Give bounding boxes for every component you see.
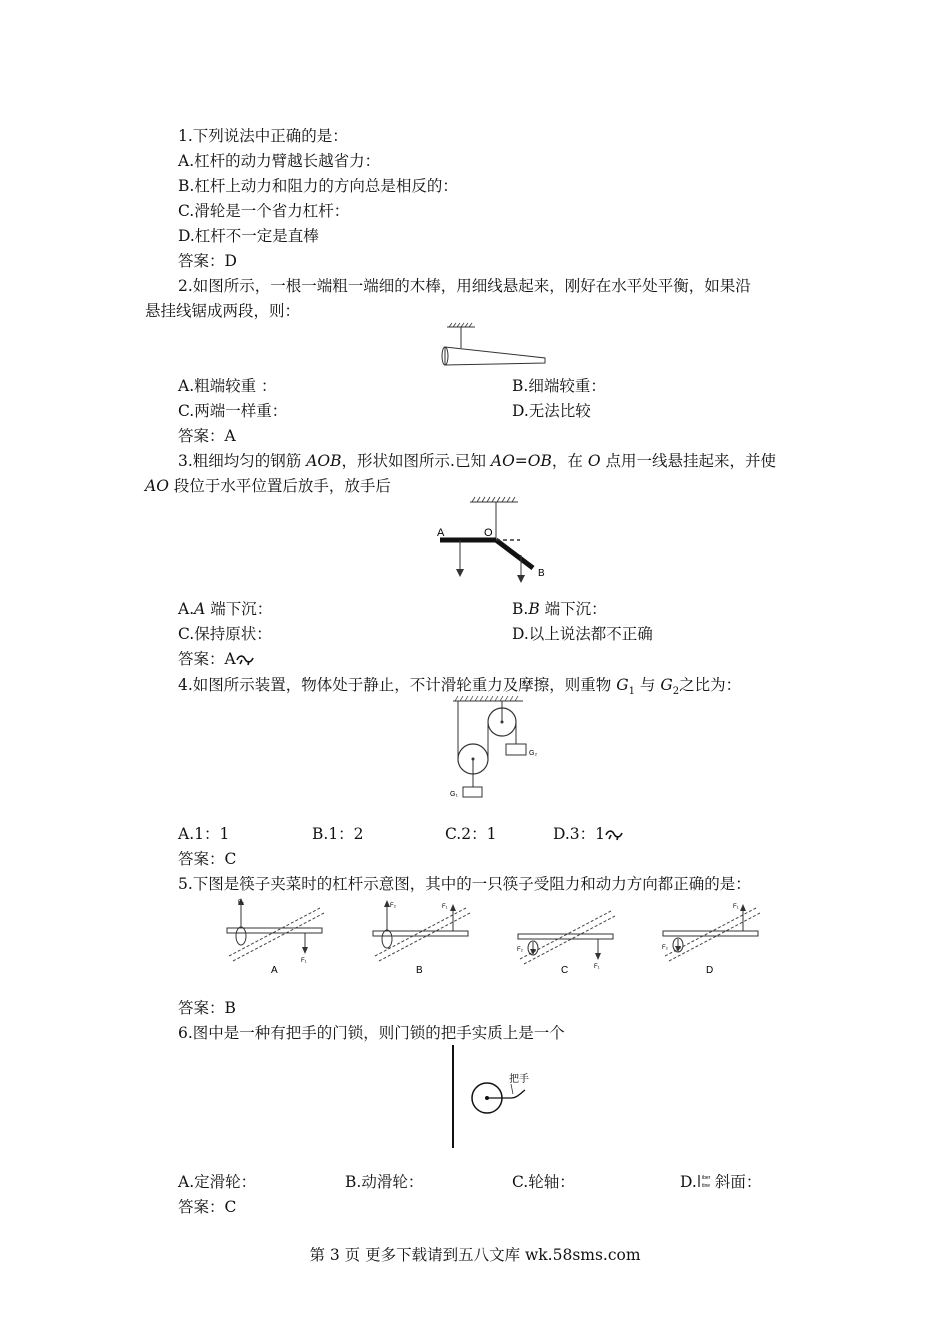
q5-b-arrowhead-f1 (450, 904, 456, 911)
q3-option-b (512, 598, 607, 620)
q6-stem: 6.图中是一种有把手的门锁，则门锁的把手实质上是一个 (178, 1024, 565, 1042)
q4-pulley-figure (445, 695, 545, 805)
q5-a-food (236, 927, 246, 945)
q5-diagram-a (222, 893, 332, 978)
q3-answer-text: 答案：A (178, 650, 236, 668)
q6-option-d-prefix: D. (680, 1173, 697, 1191)
q4-answer: 答案：C (178, 850, 237, 868)
q2-option-a: A.粗端较重 ： (178, 377, 277, 395)
q4-option-a: A.1：1 (178, 825, 230, 843)
q4-stem-text: 4.如图所示装置，物体处于静止，不计滑轮重力及摩擦，则重物 (178, 676, 617, 694)
q6-door-lock-figure (445, 1040, 545, 1152)
q3-option-a-var: A (194, 600, 206, 618)
q3-option-a-prefix: A. (178, 600, 195, 618)
q3-stem-text-1: 3.粗细均匀的钢筋 (178, 452, 307, 470)
q3-stem-line2 (145, 475, 391, 497)
q5-d-label-f2: F₂ (662, 945, 668, 951)
q1-option-a: A.杠杆的动力臂越长越省力： (178, 152, 381, 170)
glyph-mark-icon (236, 654, 254, 666)
q3-var-ao-ob: AO=OB (490, 452, 552, 470)
page-footer: 第 3 页 更多下载请到五八文库 wk.58sms.com (309, 1246, 641, 1264)
q6-label-leader (511, 1084, 513, 1094)
q5-diagram-b (368, 893, 478, 978)
q2-stem-line1: 2.如图所示，一根一端粗一端细的木棒，用细线悬起来，刚好在水平处平衡，如果沿 (178, 277, 751, 295)
q4-option-b: B.1：2 (312, 825, 364, 843)
q4-sub-2: 2 (672, 686, 680, 698)
q5-d-arrowhead-f1 (740, 904, 746, 911)
q2-option-b: B.细端较重： (512, 377, 606, 395)
q3-option-d: D.以上说法都不正确 (512, 625, 653, 643)
q5-b-caption: B (416, 965, 423, 976)
q1-stem: 1.下列说法中正确的是： (178, 127, 348, 145)
q2-stem-line2: 悬挂线锯成两段，则： (145, 302, 301, 320)
q3-option-b-var: B (528, 600, 540, 618)
q3-arrowhead-ob (517, 575, 525, 583)
q4-stem-with: 与 (634, 676, 661, 694)
q3-rod-ob (496, 540, 533, 568)
q5-a-label-f2: F₂ (238, 900, 244, 906)
q3-option-b-prefix: B. (512, 600, 529, 618)
glyph-mark-icon (697, 1173, 715, 1189)
q3-option-b-text: 端下沉： (539, 600, 607, 618)
q6-answer: 答案：C (178, 1198, 237, 1216)
q5-stem: 5.下图是筷子夹菜时的杠杆示意图，其中的一只筷子受阻力和动力方向都正确的是： (178, 875, 751, 893)
q4-var-g1: G (616, 676, 629, 694)
q5-a-label-f1: F₁ (301, 958, 307, 964)
q5-b-chopstick-lower (379, 913, 470, 961)
q3-label-a: A (437, 527, 445, 539)
q5-a-arrowhead-f1 (302, 947, 308, 954)
svg-text:tine: tine (701, 1183, 710, 1189)
q1-option-d: D.杠杆不一定是直棒 (178, 227, 319, 245)
q2-option-c: C.两端一样重： (178, 402, 288, 420)
q3-rod-figure (430, 495, 560, 585)
q6-handle (487, 1090, 525, 1098)
q2-stick (445, 347, 545, 365)
q3-stem-text-2: ，形状如图所示.已知 (341, 452, 491, 470)
q5-diagram-c (513, 893, 623, 978)
q2-option-d: D.无法比较 (512, 402, 591, 420)
q4-fixed-pulley-axle (501, 721, 504, 724)
q4-option-d (553, 823, 623, 845)
q3-arrowhead-ao (456, 569, 464, 577)
q4-ceiling-hatch (455, 696, 518, 701)
q6-option-c: C.轮轴： (512, 1173, 575, 1191)
q6-option-d-text: 斜面： (714, 1173, 762, 1191)
q2-stick-figure (435, 322, 550, 368)
q4-option-c: C.2：1 (445, 825, 497, 843)
q5-diagram-d (658, 893, 768, 978)
q2-ceiling-hatch (449, 323, 472, 327)
q3-stem-text-5: 段位于水平位置后放手，放手后 (168, 477, 391, 495)
q5-c-caption: C (561, 965, 569, 976)
q3-option-a (178, 598, 272, 620)
q6-label-handle: 把手 (509, 1074, 529, 1085)
q5-b-label-f1: F₁ (442, 904, 448, 910)
q5-answer: 答案：B (178, 999, 236, 1017)
q4-weight-g1 (463, 787, 482, 797)
q3-stem-text-4: 点用一线悬挂起来，并使 (600, 452, 776, 470)
q5-b-chopstick-upper (375, 908, 466, 956)
q3-var-o: O (587, 452, 601, 470)
q5-c-label-f2: F₂ (517, 947, 523, 953)
q4-sub-1: 1 (628, 686, 635, 698)
q5-c-arrowhead-f1 (595, 953, 601, 960)
q3-label-o: O (484, 527, 493, 539)
q3-stem-line1 (178, 450, 776, 472)
q5-d-chopstick-lower (669, 913, 760, 961)
q4-option-d-text: D.3：1 (553, 825, 606, 843)
q5-d-label-f1: F₁ (733, 904, 739, 910)
q3-label-b: B (538, 568, 545, 579)
q6-option-d (680, 1171, 761, 1193)
q6-option-b: B.动滑轮： (345, 1173, 424, 1191)
q3-var-aob: AOB (306, 452, 342, 470)
q3-var-ao: AO (145, 477, 169, 495)
q1-option-c: C.滑轮是一个省力杠杆： (178, 202, 350, 220)
q4-stem-end: 之比为： (679, 676, 742, 694)
q5-a-caption: A (271, 965, 278, 976)
q5-b-label-f2: F₂ (390, 903, 396, 909)
q3-answer (178, 648, 254, 670)
glyph-mark-icon (605, 829, 623, 841)
q4-weight-g2 (506, 744, 526, 755)
q5-a-chopstick-lower (233, 913, 324, 961)
q1-option-b: B.杠杆上动力和阻力的方向总是相反的： (178, 177, 458, 195)
q3-stem-text-3: ，在 (551, 452, 588, 470)
q4-label-g2: G₂ (529, 750, 538, 757)
q4-label-g1: G₁ (450, 791, 458, 798)
q3-option-a-text: 端下沉： (205, 600, 273, 618)
q5-c-label-f1: F₁ (594, 964, 600, 970)
q6-option-a: A.定滑轮： (178, 1173, 257, 1191)
q5-c-chopstick-lower (524, 916, 615, 964)
q5-b-food (382, 930, 392, 948)
q5-d-caption: D (706, 965, 714, 976)
q3-option-c: C.保持原状： (178, 625, 272, 643)
q3-ceiling-hatch (472, 497, 515, 502)
svg-text:iber: iber (701, 1175, 711, 1181)
q1-answer: 答案：D (178, 252, 237, 270)
q4-var-g2: G (660, 676, 673, 694)
q2-answer: 答案：A (178, 427, 236, 445)
